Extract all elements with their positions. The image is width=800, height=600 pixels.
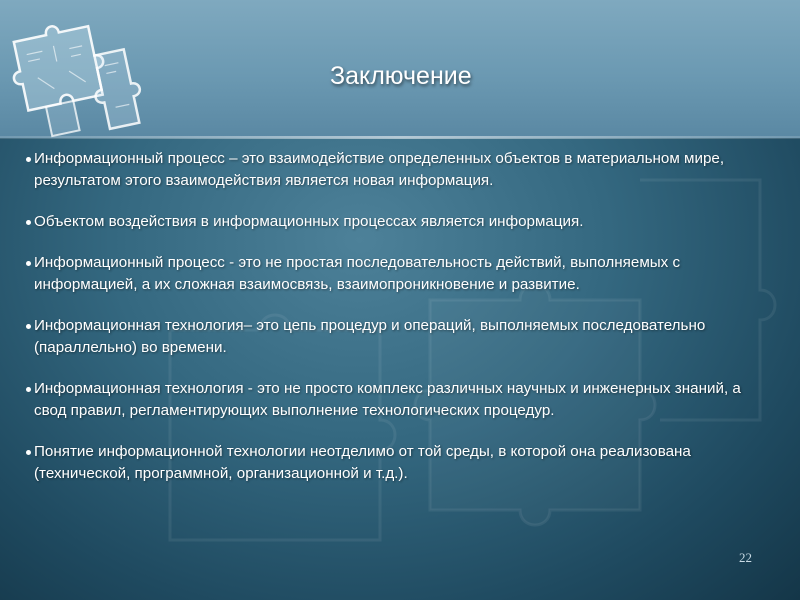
bullet-dot-icon	[26, 261, 31, 266]
bullet-dot-icon	[26, 387, 31, 392]
bullet-dot-icon	[26, 324, 31, 329]
bullet-text: Объектом воздействия в информационных процессах является информация.	[34, 213, 584, 230]
bullet-item	[26, 441, 766, 485]
page-number: 22	[739, 550, 752, 565]
bullet-text: Информационный процесс – это взаимодействие определенных объектов в материальном мире, результатом этого взаимодействия является новая информация.	[34, 150, 725, 189]
bullet-item	[26, 378, 766, 422]
bullet-text: Информационная технология - это не просто комплекс различных научных и инженерных знаний, а свод правил, регламентирующих выполнение технологических процедур.	[34, 380, 741, 419]
bullet-list	[26, 148, 766, 504]
bullet-dot-icon	[26, 220, 31, 225]
bullet-item	[26, 211, 766, 233]
bullet-dot-icon	[26, 450, 31, 455]
bullet-text: Понятие информационной технологии неотделимо от той среды, в которой она реализована (технической, программной, организационной и т.д.).	[34, 443, 691, 482]
bullet-text: Информационная технология– это цепь процедур и операций, выполняемых последовательно (параллельно) во времени.	[34, 317, 706, 356]
bullet-item	[26, 148, 766, 192]
bullet-item	[26, 252, 766, 296]
bullet-dot-icon	[26, 157, 31, 162]
slide-title: Заключение	[330, 62, 472, 90]
bullet-text: Информационный процесс - это не простая последовательность действий, выполняемых с информацией, а их сложная взаимосвязь, взаимопроникновение и развитие.	[34, 254, 681, 293]
puzzle-pieces-icon	[0, 0, 150, 150]
bullet-item	[26, 315, 766, 359]
